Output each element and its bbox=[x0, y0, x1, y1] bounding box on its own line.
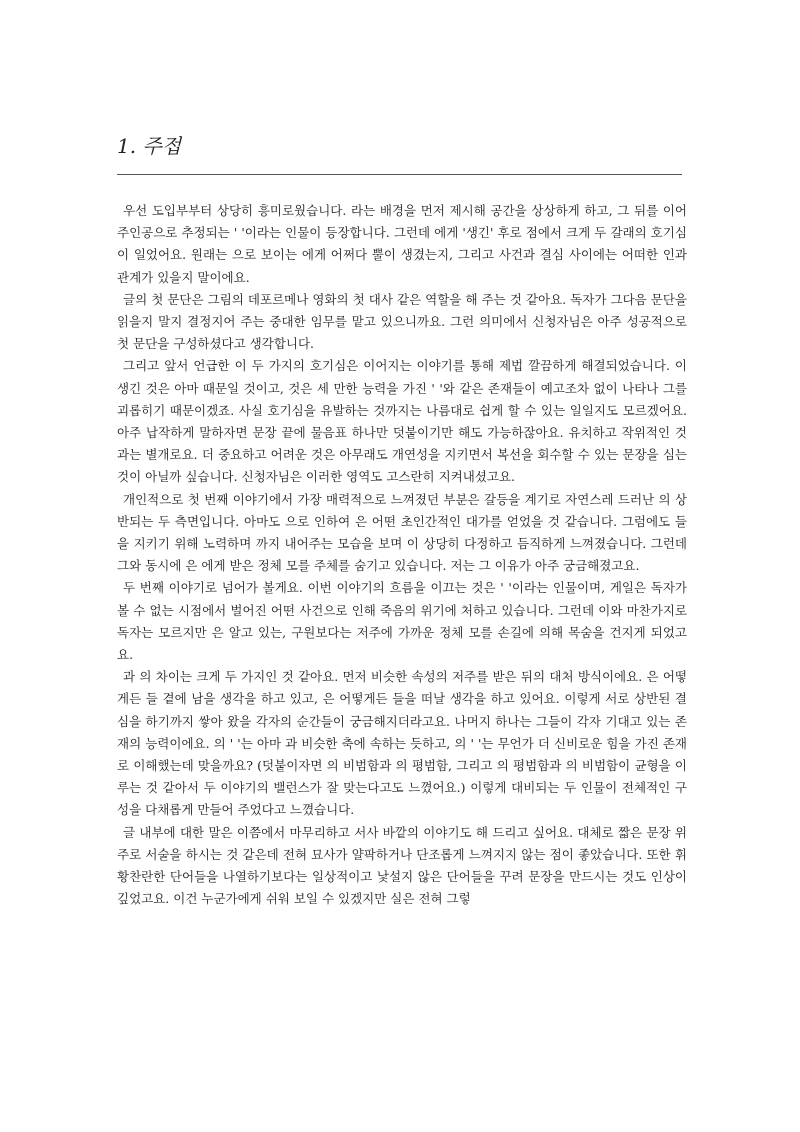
paragraph: 개인적으로 첫 번째 이야기에서 가장 매력적으로 느껴졌던 부분은 갈등을 계기로 자연스레 드러난 의 상반되는 두 측면입니다. 아마도 으로 인하여 은 어떤 초인간적인 대가를 얻었을 것 같습니다. 그럼에도 들을 지키기 위해 노력하며 까지 내어주는 모습을 보며 이 상당히 다정하고 듬직하게 느껴졌습니다. 그런데 그와 동시에 은 에게 받은 정체 모를 주체를 숨기고 있습니다. 저는 그 이유가 아주 궁금해졌고요. bbox=[117, 491, 687, 574]
section-heading: 1. 주접 bbox=[117, 134, 182, 158]
paragraph: 두 번째 이야기로 넘어가 볼게요. 이번 이야기의 흐름을 이끄는 것은 ' '이라는 인물이며, 게일은 독자가 볼 수 없는 시점에서 벌어진 어떤 사건으로 인해 죽음의 위기에 처하고 있습니다. 그런데 이와 마찬가지로 독자는 모르지만 은 알고 있는, 구원보다는 저주에 가까운 정체 모를 손길에 의해 목숨을 건지게 되었고요. bbox=[117, 580, 687, 663]
paragraph: 과 의 차이는 크게 두 가지인 것 같아요. 먼저 비슷한 속성의 저주를 받은 뒤의 대처 방식이에요. 은 어떻게든 들 곁에 남을 생각을 하고 있고, 은 어떻게든 들을 떠날 생각을 하고 있어요. 이렇게 서로 상반된 결심을 하기까지 쌓아 왔을 각자의 순간들이 궁금해지더라고요. 나머지 하나는 그들이 각자 기대고 있는 존재의 능력이에요. 의 ' '는 아마 과 비슷한 축에 속하는 듯하고, 의 ' '는 무언가 더 신비로운 힘을 가진 존재로 이해했는데 맞을까요? (덧붙이자면 의 비범함과 의 평범함, 그리고 의 평범함과 의 비범함이 균형을 이루는 것 같아서 두 이야기의 밸런스가 잘 맞는다고도 느꼈어요.) 이렇게 대비되는 두 인물이 전체적인 구성을 다채롭게 만들어 주었다고 느꼈습니다. bbox=[117, 669, 687, 818]
paragraph: 우선 도입부부터 상당히 흥미로웠습니다. 라는 배경을 먼저 제시해 공간을 상상하게 하고, 그 뒤를 이어 주인공으로 추정되는 ' '이라는 인물이 등장합니다. 그런데 에게 '생긴' 후로 점에서 크게 두 갈래의 호기심이 일었어요. 원래는 으로 보이는 에게 어쩌다 뿔이 생겼는지, 그리고 사건과 결심 사이에는 어떠한 인과관계가 있을지 말이에요. bbox=[117, 203, 687, 285]
paragraph: 글의 첫 문단은 그림의 데포르메나 영화의 첫 대사 같은 역할을 해 주는 것 같아요. 독자가 그다음 문단을 읽을지 말지 결정지어 주는 중대한 임무를 맡고 있으니까요. 그런 의미에서 신청자님은 아주 성공적으로 첫 문단을 구성하셨다고 생각합니다. bbox=[117, 291, 687, 352]
paragraph: 그리고 앞서 언급한 이 두 가지의 호기심은 이어지는 이야기를 통해 제법 깔끔하게 해결되었습니다. 이 생긴 것은 아마 때문일 것이고, 것은 세 만한 능력을 가진 ' '와 같은 존재들이 예고조차 없이 나타나 그를 괴롭히기 때문이겠죠. 사실 호기심을 유발하는 것까지는 나름대로 쉽게 할 수 있는 일일지도 모르겠어요. 아주 납작하게 말하자면 문장 끝에 물음표 하나만 덧붙이기만 해도 가능하잖아요. 유치하고 작위적인 것과는 별개로요. 더 중요하고 어려운 것은 아무래도 개연성을 지키면서 복선을 회수할 수 있는 문장을 심는 것이 아닐까 싶습니다. 신청자님은 이러한 영역도 고스란히 지켜내셨고요. bbox=[117, 358, 687, 485]
heading-divider bbox=[117, 174, 682, 175]
body-text bbox=[117, 200, 687, 911]
paragraph: 글 내부에 대한 말은 이쯤에서 마무리하고 서사 바깥의 이야기도 해 드리고 싶어요. 대체로 짧은 문장 위주로 서술을 하시는 것 같은데 전혀 묘사가 얄팍하거나 단조롭게 느껴지지 않는 점이 좋았습니다. 또한 휘황찬란한 단어들을 나열하기보다는 일상적이고 낯설지 않은 단어들을 꾸려 문장을 만드시는 것도 인상이 깊었고요. 이건 누군가에게 쉬워 보일 수 있겠지만 실은 전혀 그렇 bbox=[117, 824, 687, 907]
